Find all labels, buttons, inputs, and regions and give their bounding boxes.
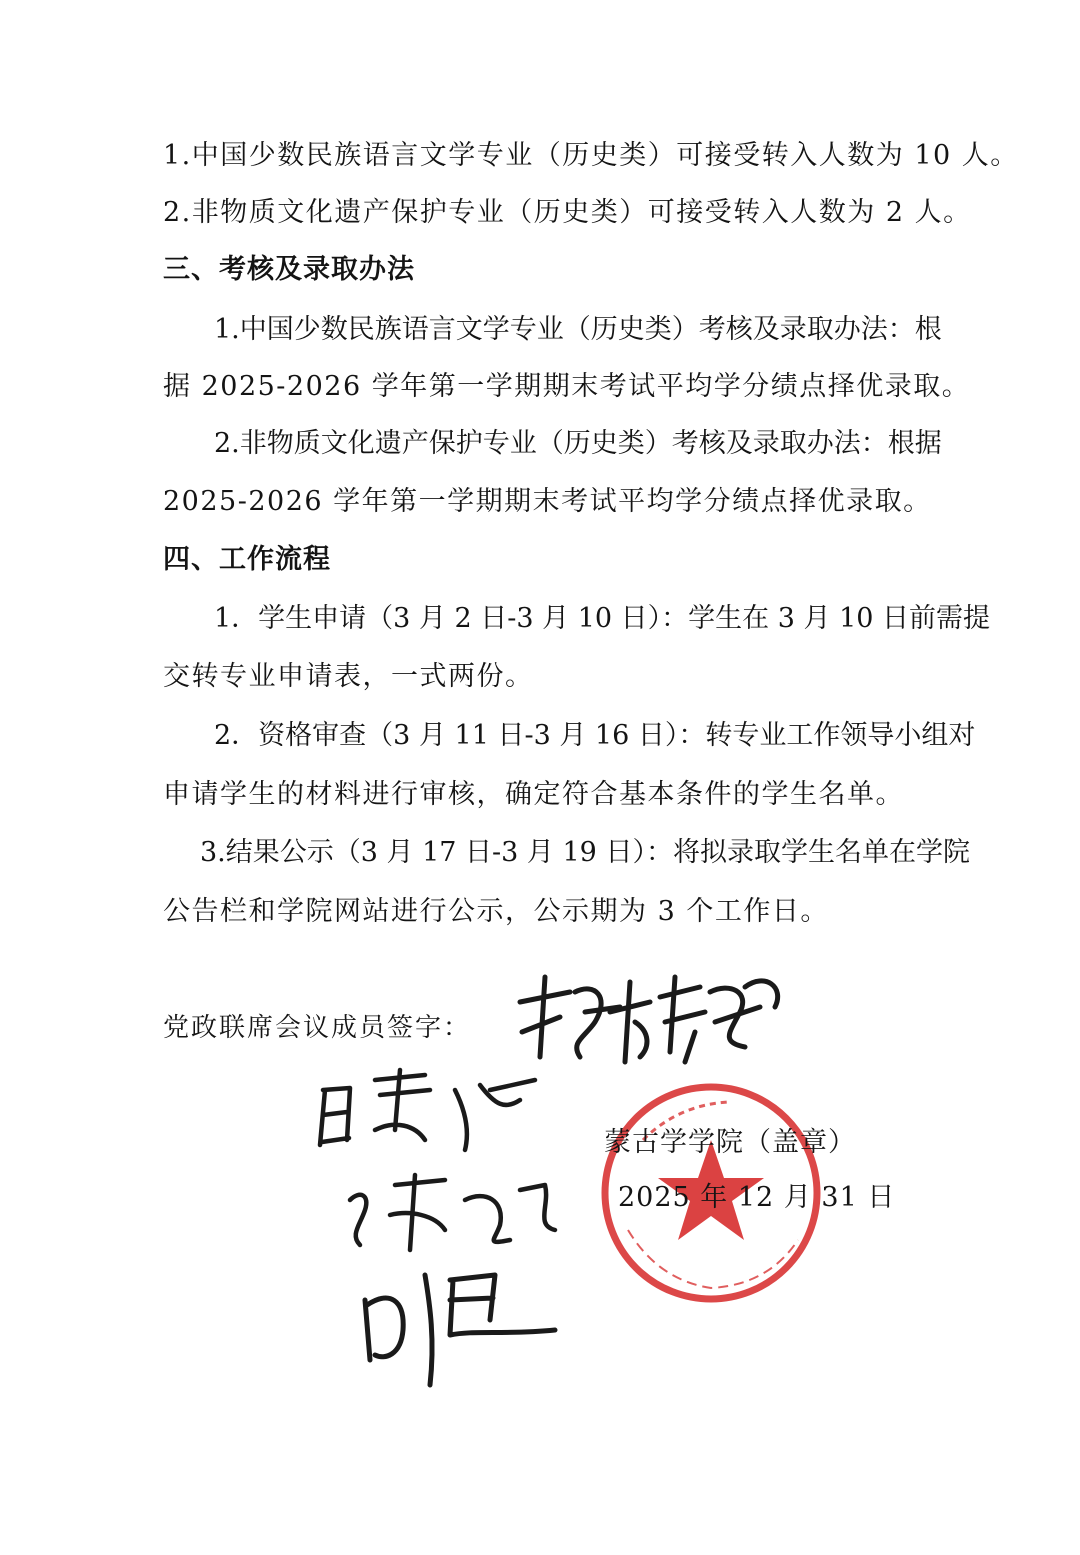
workflow-item-3-line-1: 3.结果公示（3 月 17 日-3 月 19 日）：将拟录取学生名单在学院	[200, 837, 970, 868]
signature-date: 2025 年 12 月 31 日	[618, 1182, 896, 1213]
handwritten-signature-4	[355, 1260, 565, 1390]
assessment-item-1-line-2: 据 2025-2026 学年第一学期期末考试平均学分绩点择优录取。	[163, 371, 971, 402]
workflow-item-3-line-2: 公告栏和学院网站进行公示，公示期为 3 个工作日。	[163, 896, 829, 927]
assessment-item-1-line-1: 1.中国少数民族语言文学专业（历史类）考核及录取办法：根	[214, 314, 942, 345]
signature-label: 党政联席会议成员签字：	[163, 1013, 472, 1043]
handwritten-signature-2	[305, 1060, 545, 1160]
assessment-item-2-line-1: 2.非物质文化遗产保护专业（历史类）考核及录取办法：根据	[214, 428, 942, 459]
section-heading-workflow: 四、工作流程	[163, 544, 331, 575]
handwritten-signature-3	[335, 1170, 565, 1260]
workflow-item-1-line-2: 交转专业申请表，一式两份。	[163, 661, 534, 692]
assessment-item-2-line-2: 2025-2026 学年第一学期期末考试平均学分绩点择优录取。	[163, 486, 932, 517]
quota-item-1: 1.中国少数民族语言文学专业（历史类）可接受转入人数为 10 人。	[163, 140, 1019, 171]
section-heading-assessment: 三、考核及录取办法	[163, 254, 415, 285]
workflow-item-2-line-2: 申请学生的材料进行审核，确定符合基本条件的学生名单。	[163, 779, 904, 810]
quota-item-2: 2.非物质文化遗产保护专业（历史类）可接受转入人数为 2 人。	[163, 197, 972, 228]
org-stamp-label: 蒙古学学院（盖章）	[604, 1127, 856, 1158]
workflow-item-1-line-1: 1．学生申请（3 月 2 日-3 月 10 日）：学生在 3 月 10 日前需提	[214, 603, 991, 634]
workflow-item-2-line-1: 2．资格审查（3 月 11 日-3 月 16 日）：转专业工作领导小组对	[214, 720, 976, 751]
